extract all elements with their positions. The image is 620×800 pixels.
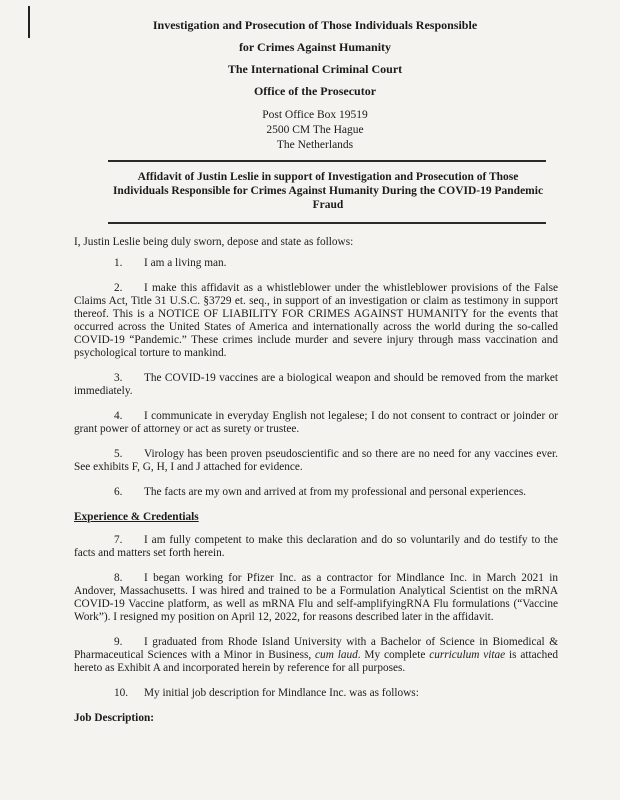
paragraph-5: 5. Virology has been proven pseudoscientific and so there are no need for any vaccines ever. See exhibits F, G, H, I and J attached for evidence.: [74, 448, 558, 473]
paragraph-10: 10. My initial job description for Mindlance Inc. was as follows:: [114, 687, 419, 699]
affidavit-body: [74, 236, 558, 725]
header-line-1: Investigation and Prosecution of Those Individuals Responsible: [152, 18, 478, 32]
paragraph-2: 2. I make this affidavit as a whistleblower under the whistleblower provisions of the False Claims Act, Title 31 U.S.C. §3729 et. seq., in support of an investigation or claim as testimony in support thereof. This is a NOTICE OF LIABILITY FOR CRIMES AGAINST HUMANITY for the events that occurred across the United States of America and internationally across the world during the so-called COVID-19 “Pandemic.” These crimes include murder and severe injury through mass vaccination and psychological torture to mankind.: [74, 282, 558, 359]
document-header: [60, 14, 570, 153]
affidavit-title: Affidavit of Justin Leslie in support of Investigation and Prosecution of Those Individuals Responsible for Crimes Against Humanity During the COVID-19 Pandemic Fraud: [112, 171, 544, 211]
paragraph-6: 6. The facts are my own and arrived at from my professional and personal experiences.: [114, 486, 527, 498]
address-line-1: Post Office Box 19519: [262, 109, 368, 121]
top-divider: [108, 160, 546, 162]
intro-statement: I, Justin Leslie being duly sworn, depose and state as follows:: [74, 236, 354, 248]
paragraph-7: 7. I am fully competent to make this declaration and do so voluntarily and do testify to the facts and matters set forth herein.: [74, 534, 558, 559]
address-line-2: 2500 CM The Hague: [266, 124, 364, 136]
paragraph-3: 3. The COVID-19 vaccines are a biological weapon and should be removed from the market immediately.: [74, 372, 558, 397]
section-heading-experience: Experience & Credentials: [74, 511, 199, 523]
header-line-2: for Crimes Against Humanity: [238, 40, 392, 54]
header-line-3: The International Criminal Court: [227, 62, 403, 76]
header-line-4: Office of the Prosecutor: [253, 84, 377, 98]
paragraph-9: 9. I graduated from Rhode Island University with a Bachelor of Science in Biomedical & Pharmaceutical Sciences with a Minor in Business, cum laud. My complete curriculum vitae is attached hereto as Exhibit A and incorporated herein by reference for all purposes.: [74, 636, 558, 674]
paragraph-4: 4. I communicate in everyday English not legalese; I do not consent to contract or joinder or grant power of attorney or act as surety or trustee.: [74, 410, 558, 435]
address-line-3: The Netherlands: [276, 139, 354, 151]
bottom-divider: [108, 222, 546, 224]
paragraph-8: 8. I began working for Pfizer Inc. as a contractor for Mindlance Inc. in March 2021 in Andover, Massachusetts. I was hired and trained to be a Formulation Analytical Scientist on the mRNA COVID-19 Vaccine platform, as well as mRNA Flu and self-amplifyingRNA Flu formulations (“Vaccine Work”). I resigned my position on April 12, 2022, for reasons described later in the affidavit.: [74, 572, 558, 623]
paragraph-1: 1. I am a living man.: [114, 257, 227, 269]
job-description-heading: Job Description:: [74, 712, 155, 724]
margin-mark: [28, 6, 30, 38]
